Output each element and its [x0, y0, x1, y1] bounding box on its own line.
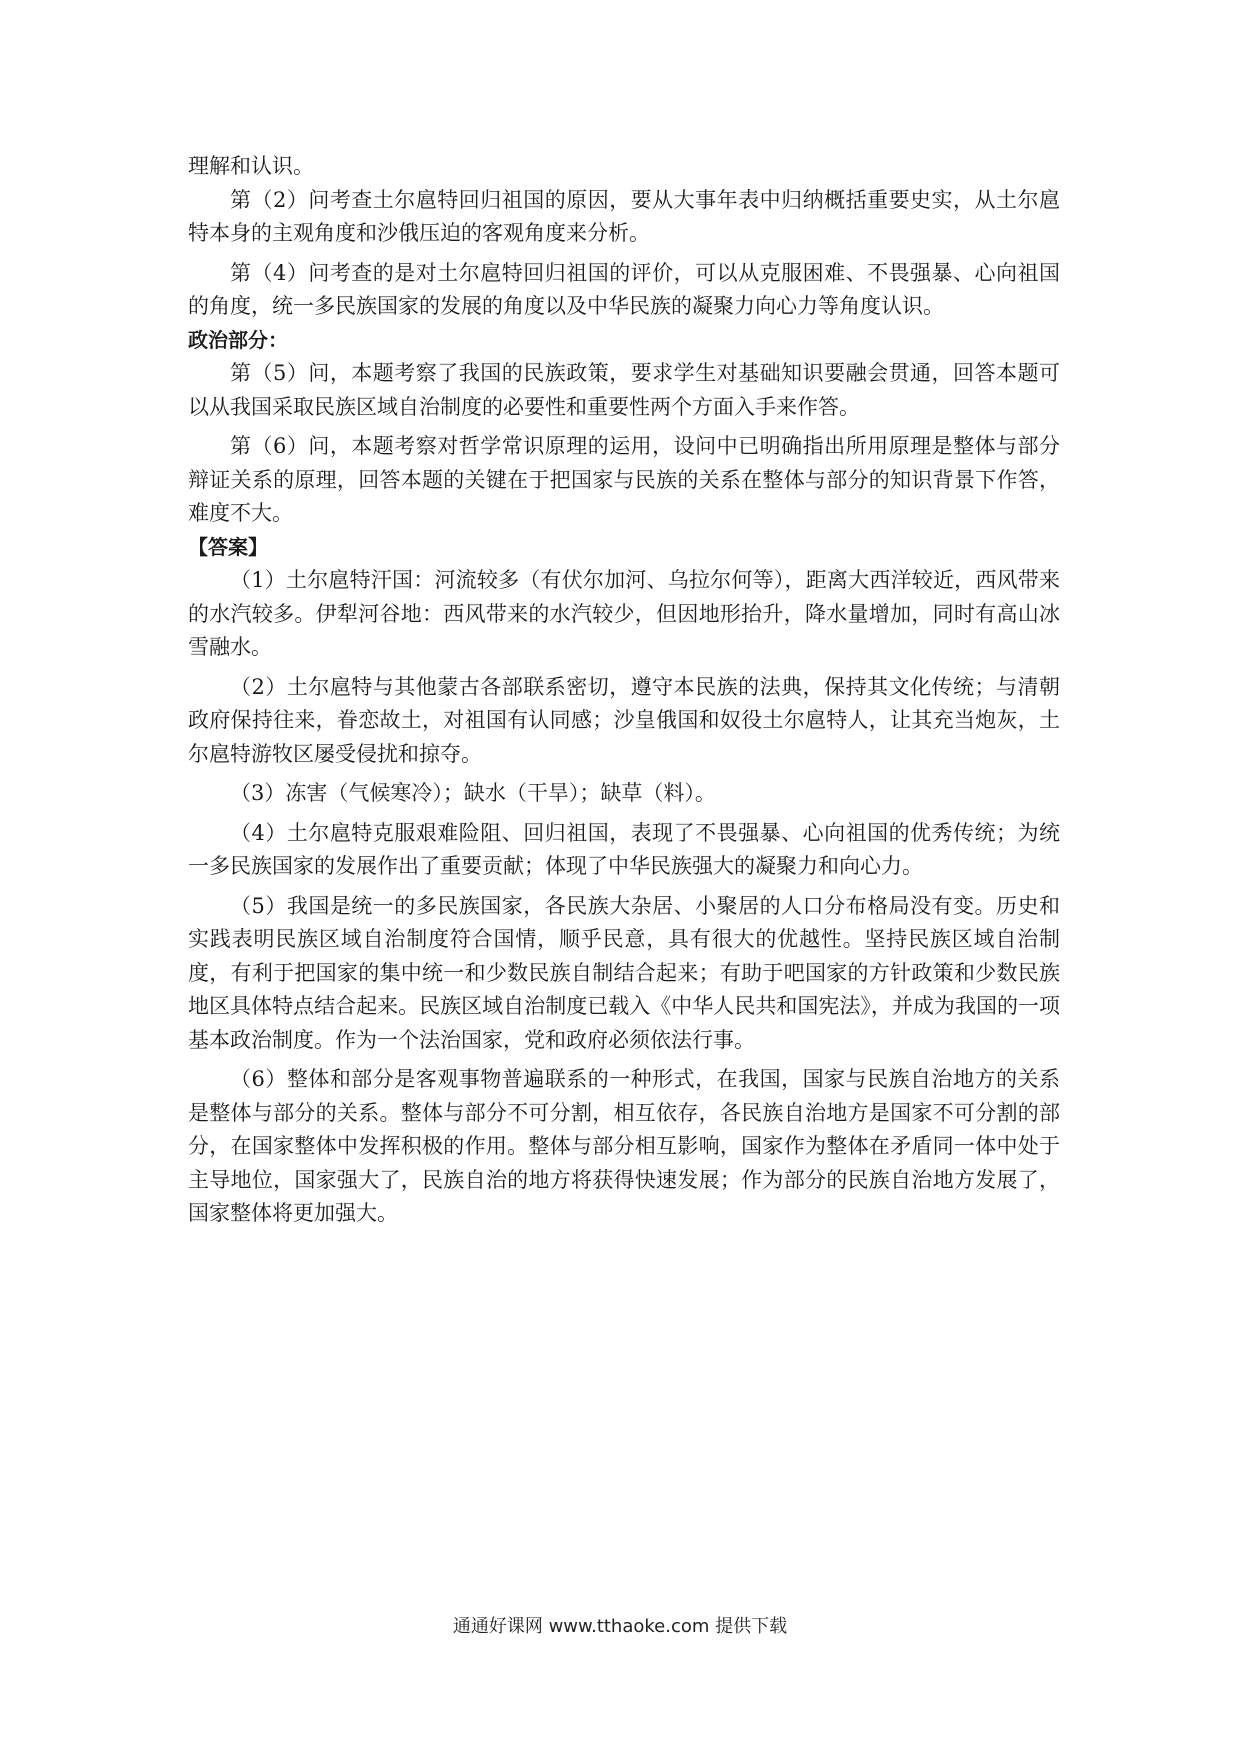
answer-1: （1）土尔扈特汗国：河流较多（有伏尔加河、乌拉尔何等），距离大西洋较近，西风带来的水汽较多。伊犁河谷地：西风带来的水汽较少，但因地形抬升，降水量增加，同时有高山冰雪融水。	[188, 568, 1060, 659]
answer-2: （2）土尔扈特与其他蒙古各部联系密切，遵守本民族的法典，保持其文化传统；与清朝政府保持往来，眷恋故土，对祖国有认同感；沙皇俄国和奴役土尔扈特人，让其充当炮灰，土尔扈特游牧区屡受侵扰和掠夺。	[188, 674, 1060, 766]
politics-paragraph-q5: 第（5）问，本题考察了我国的民族政策，要求学生对基础知识要融会贯通，回答本题可以从我国采取民族区域自治制度的必要性和重要性两个方面入手来作答。	[188, 361, 1060, 419]
answer-heading: 【答案】	[188, 534, 268, 559]
analysis-paragraph-q2: 第（2）问考查土尔扈特回归祖国的原因，要从大事年表中归纳概括重要史实，从土尔扈特本身的主观角度和沙俄压迫的客观角度来分析。	[188, 187, 1060, 245]
answer-6: （6）整体和部分是客观事物普遍联系的一种形式，在我国，国家与民族自治地方的关系是整体与部分的关系。整体与部分不可分割，相互依存，各民族自治地方是国家不可分割的部分，在国家整体中发挥积极的作用。整体与部分相互影响，国家作为整体在矛盾同一体中处于主导地位，国家强大了，民族自治的地方将获得快速发展；作为部分的民族自治地方发展了，国家整体将更加强大。	[188, 1067, 1060, 1225]
politics-heading: 政治部分：	[188, 327, 288, 352]
analysis-paragraph-1: 理解和认识。	[188, 154, 314, 178]
answer-4: （4）土尔扈特克服艰难险阻、回归祖国，表现了不畏强暴、心向祖国的优秀传统；为统一多民族国家的发展作出了重要贡献；体现了中华民族强大的凝聚力和向心力。	[188, 820, 1060, 878]
footer-download-note: 通通好课网 www.tthaoke.com 提供下载	[452, 1616, 788, 1637]
politics-paragraph-q6: 第（6）问，本题考察对哲学常识原理的运用，设问中已明确指出所用原理是整体与部分辩证关系的原理，回答本题的关键在于把国家与民族的关系在整体与部分的知识背景下作答，难度不大。	[188, 434, 1060, 525]
answer-5: （5）我国是统一的多民族国家，各民族大杂居、小聚居的人口分布格局没有变。历史和实践表明民族区域自治制度符合国情，顺乎民意，具有很大的优越性。坚持民族区域自治制度，有利于把国家的集中统一和少数民族自制结合起来；有助于吧国家的方针政策和少数民族地区具体特点结合起来。民族区域自治制度已载入《中华人民共和国宪法》，并成为我国的一项基本政治制度。作为一个法治国家，党和政府必须依法行事。	[188, 893, 1060, 1052]
document-body	[188, 150, 1060, 1231]
analysis-paragraph-q4: 第（4）问考查的是对土尔扈特回归祖国的评价，可以从克服困难、不畏强暴、心向祖国的角度，统一多民族国家的发展的角度以及中华民族的凝聚力向心力等角度认识。	[188, 260, 1060, 318]
answer-3: （3）冻害（气候寒冷）；缺水（干旱）；缺草（料）。	[230, 781, 716, 805]
